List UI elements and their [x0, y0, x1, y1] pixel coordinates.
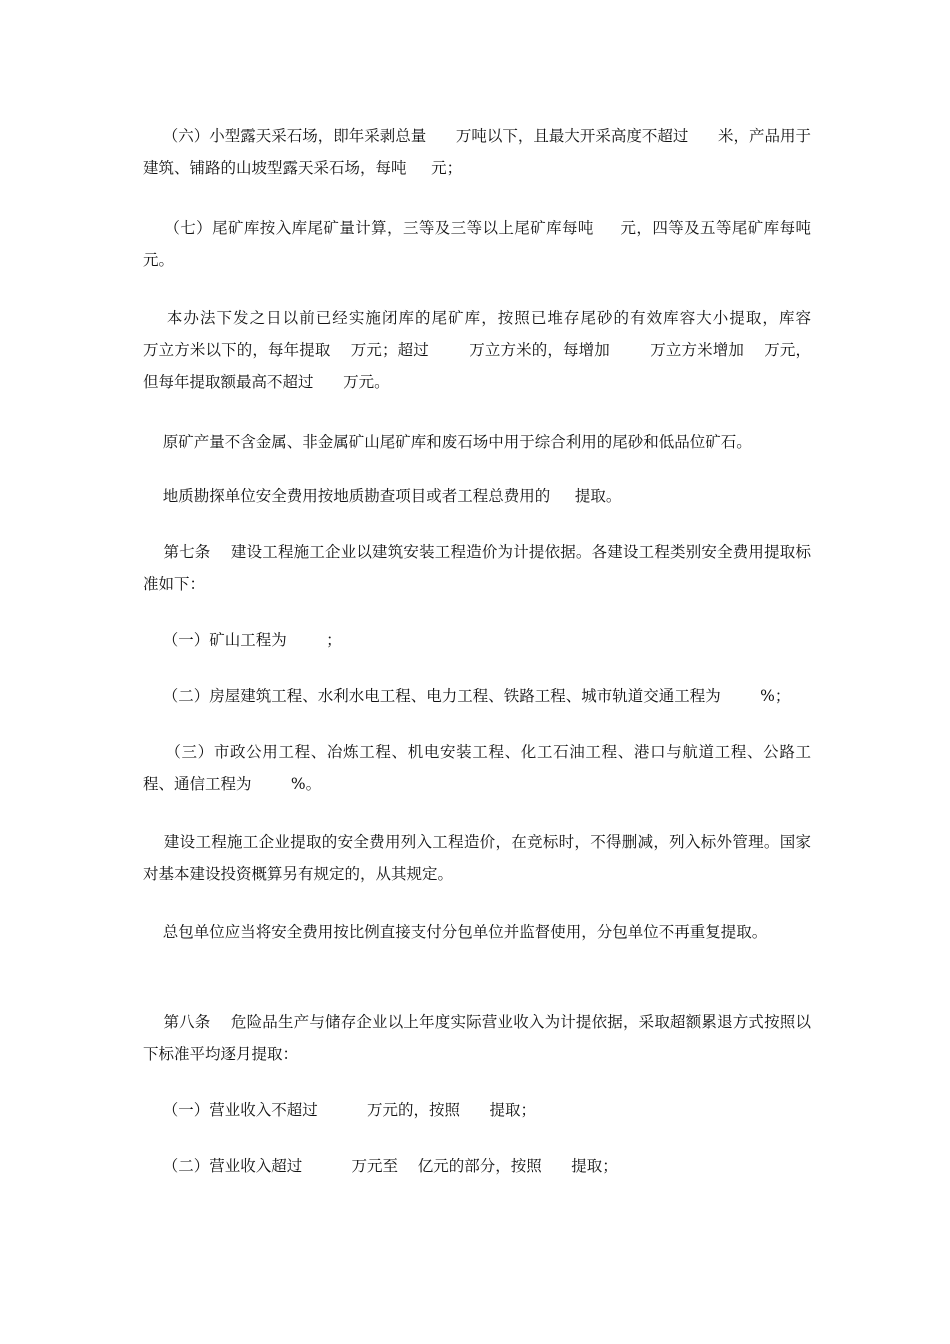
paragraph-revenue-tier-1: （一）营业收入不超过 万元的，按照 提取；	[143, 1101, 537, 1119]
paragraph-raw-ore-output: 原矿产量不含金属、非金属矿山尾矿库和废石场中用于综合利用的尾砂和低品位矿石。	[143, 433, 752, 451]
paragraph-closed-tailings-pond: 本办法下发之日以前已经实施闭库的尾矿库，按照已堆存尾砂的有效库容大小提取，库容 万立方米以下的，每年提取 万元；超过 万立方米的，每增加 万立方米增加 万元，但每年提取额最高不超过 万元。	[143, 309, 851, 391]
paragraph-mining-works: （一）矿山工程为 ；	[143, 631, 342, 649]
paragraph-tailings-pond: （七）尾矿库按入库尾矿量计算，三等及三等以上尾矿库每吨 元，四等及五等尾矿库每吨 元。	[143, 219, 851, 269]
paragraph-article-8: 第八条 危险品生产与储存企业以上年度实际营业收入为计提依据，采取超额累退方式按照以下标准平均逐月提取：	[143, 1013, 811, 1063]
paragraph-project-cost: 建设工程施工企业提取的安全费用列入工程造价，在竞标时，不得删减，列入标外管理。国家对基本建设投资概算另有规定的，从其规定。	[143, 833, 811, 883]
paragraph-general-contractor: 总包单位应当将安全费用按比例直接支付分包单位并监督使用，分包单位不再重复提取。	[143, 923, 768, 941]
paragraph-article-7: 第七条 建设工程施工企业以建筑安装工程造价为计提依据。各建设工程类别安全费用提取标准如下：	[143, 543, 811, 593]
paragraph-municipal-works: （三）市政公用工程、冶炼工程、机电安装工程、化工石油工程、港口与航道工程、公路工程、通信工程为 %。	[143, 743, 811, 793]
paragraph-small-quarry: （六）小型露天采石场，即年采剥总量 万吨以下，且最大开采高度不超过 米，产品用于建筑、铺路的山坡型露天采石场，每吨 元；	[143, 127, 811, 177]
paragraph-revenue-tier-2: （二）营业收入超过 万元至 亿元的部分，按照 提取；	[143, 1157, 618, 1175]
paragraph-building-works: （二）房屋建筑工程、水利水电工程、电力工程、铁路工程、城市轨道交通工程为 %；	[143, 687, 791, 705]
paragraph-geological-exploration: 地质勘探单位安全费用按地质勘查项目或者工程总费用的 提取。	[143, 487, 622, 505]
